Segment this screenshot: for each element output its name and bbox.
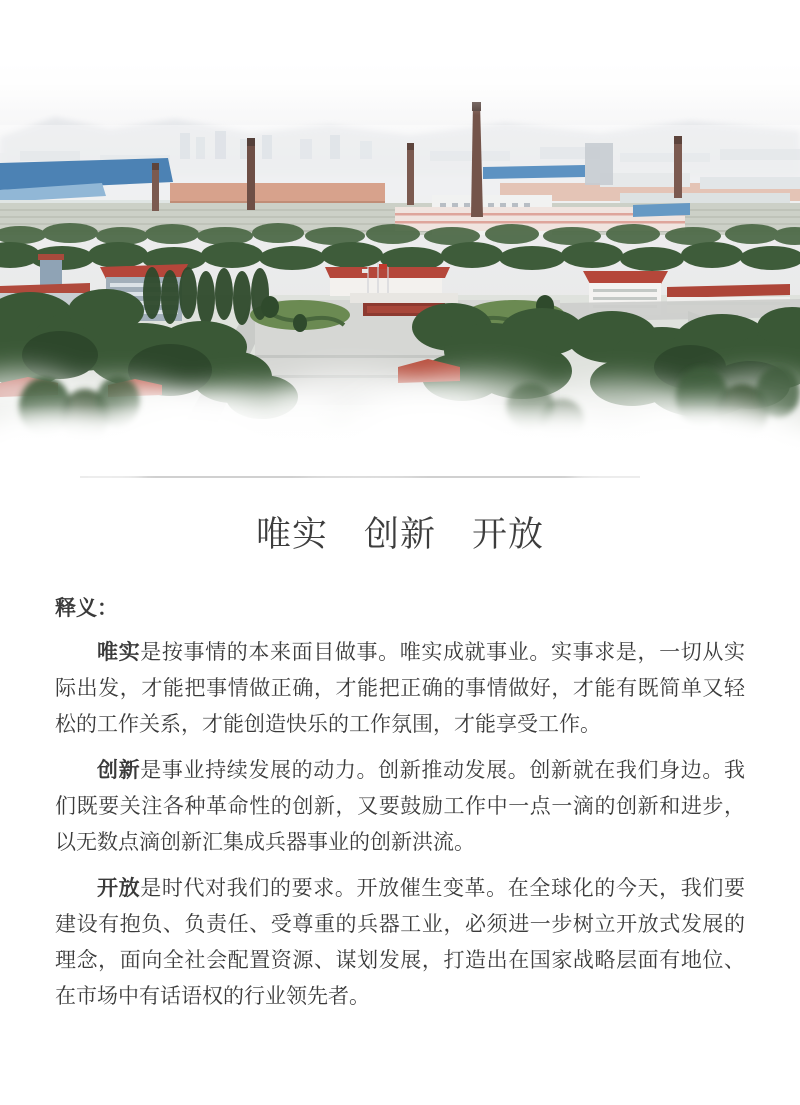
campus-photo-illustration <box>0 55 800 480</box>
paragraph-kaifang <box>55 870 745 1014</box>
keyword-kaifang: 开放 <box>97 876 141 900</box>
page-title: 唯实 创新 开放 <box>255 515 544 555</box>
paragraph-chuangxin <box>55 752 745 860</box>
definition-label: 释义： <box>55 596 118 620</box>
paragraph-kaifang-text: 是时代对我们的要求。开放催生变革。在全球化的今天，我们要建设有抱负、负责任、受尊重的兵器工业，必须进一步树立开放式发展的理念，面向全社会配置资源、谋划发展，打造出在国家战略层面有地位、在市场中有话语权的行业领先者。 <box>55 876 746 1008</box>
keyword-weishi: 唯实 <box>97 640 141 664</box>
paragraph-weishi <box>55 634 745 742</box>
keyword-chuangxin: 创新 <box>97 758 141 782</box>
paragraph-weishi-text: 是按事情的本来面目做事。唯实成就事业。实事求是，一切从实际出发，才能把事情做正确，才能把正确的事情做好，才能有既简单又轻松的工作关系，才能创造快乐的工作氛围，才能享受工作。 <box>55 640 746 736</box>
paragraph-chuangxin-text: 是事业持续发展的动力。创新推动发展。创新就在我们身边。我们既要关注各种革命性的创新，又要鼓励工作中一点一滴的创新和进步，以无数点滴创新汇集成兵器事业的创新洪流。 <box>55 758 746 854</box>
definition-section <box>55 592 745 1014</box>
campus-photo <box>0 55 800 480</box>
